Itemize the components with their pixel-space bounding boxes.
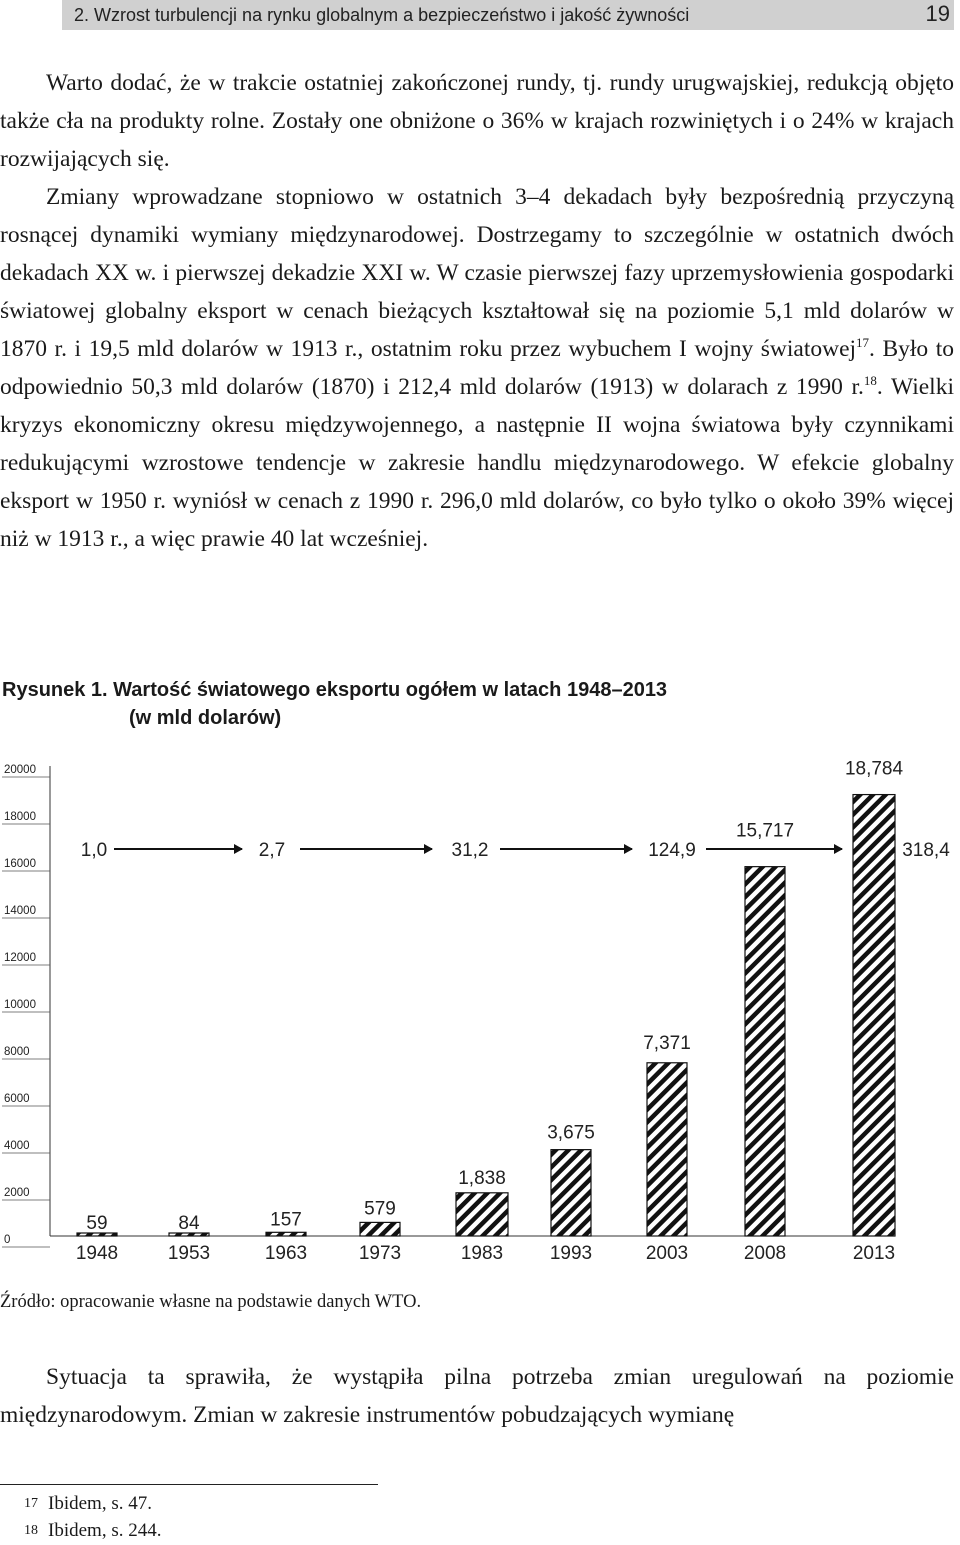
x-tick-label-2003: 2003 <box>645 1243 689 1264</box>
ratio-label: 2,7 <box>258 840 286 861</box>
bar-1963 <box>266 1232 306 1236</box>
x-tick-label-1983: 1983 <box>460 1243 504 1264</box>
figure-caption <box>2 676 902 732</box>
paragraph-2-part-a: Zmiany wprowadzane stopniowo w ostatnich 3–4 dekadach były bezpośrednią przyczyną rosnącej dynamiki wymiany międzynarodowej. Dostrzegamy to szczególnie w ostatnich dwóch dekadach XX w. i pierwszej dekadzie XXI w. W czasie pierwszej fazy uprzemysłowienia gospodarki światowej globalny eksport w cenach bieżących kształtował się na poziomie 5,1 mld dolarów w 1870 r. i 19,5 mld dolarów w 1913 r., ostatnim roku przez wybuchem I wojny światowej <box>0 184 954 362</box>
y-tick-label: 12000 <box>4 952 36 964</box>
footnote-ref-17[interactable]: 17 <box>856 335 870 351</box>
footnote-text: Ibidem, s. 47. <box>48 1493 152 1514</box>
x-tick-label-1973: 1973 <box>358 1243 402 1264</box>
footnote-number: 18 <box>24 1523 38 1538</box>
paragraph-3: Sytuacja ta sprawiła, że wystąpiła pilna potrzeba zmian uregulowań na poziomie międzynarodowym. Zmian w zakresie instrumentów pobudzających wymianę <box>0 1364 954 1428</box>
y-tick-label: 18000 <box>4 811 36 823</box>
x-tick-label-2013: 2013 <box>852 1243 896 1264</box>
figure-caption-line-1: Rysunek 1. Wartość światowego eksportu ogółem w latach 1948–2013 <box>2 679 668 701</box>
footnote-ref-18[interactable]: 18 <box>863 373 877 389</box>
footnote-rule <box>0 1484 378 1485</box>
figure-source: Źródło: opracowanie własne na podstawie danych WTO. <box>0 1292 422 1312</box>
bar-2013 <box>853 795 895 1236</box>
data-label-1948: 59 <box>86 1213 108 1234</box>
paragraph-2-part-b: . Było to odpowiednio 50,3 mld dolarów (1870) i 212,4 mld dolarów (1913) w dolarach z 1990 r. <box>0 336 954 400</box>
footnote-text: Ibidem, s. 244. <box>48 1520 162 1541</box>
bar-1993 <box>551 1150 591 1236</box>
data-label-2003: 7,371 <box>643 1032 691 1054</box>
ratio-label: 318,4 <box>902 840 950 861</box>
paragraph-2-part-c: . Wielki kryzys ekonomiczny okresu międzywojennego, a następnie II wojna światowa były czynnikami redukującymi wzrostowe tendencje w zakresie handlu międzynarodowego. W efekcie globalny eksport w 1950 r. wyniósł w cenach z 1990 r. 296,0 mld dolarów, co było tylko o około 39% więcej niż w 1913 r., a więc prawie 40 lat wcześniej. <box>0 374 954 552</box>
body-text-continued <box>0 1358 954 1434</box>
paragraph-2 <box>0 178 954 558</box>
y-tick-label: 6000 <box>4 1093 30 1105</box>
ratio-label: 1,0 <box>80 840 108 861</box>
x-tick-label-1993: 1993 <box>549 1243 593 1264</box>
paragraph-1: Warto dodać, że w trakcie ostatniej zakończonej rundy, tj. rundy urugwajskiej, redukcją objęto także cła na produkty rolne. Zostały one obniżone o 36% w krajach rozwiniętych i o 24% w krajach rozwijających się. <box>0 70 954 172</box>
y-tick-label: 20000 <box>4 764 36 776</box>
running-header <box>62 0 954 30</box>
footnotes <box>0 1490 161 1544</box>
y-tick-label: 0 <box>4 1234 11 1246</box>
ratio-label: 124,9 <box>648 840 696 861</box>
data-label-1983: 1,838 <box>458 1167 506 1189</box>
data-label-2008: 15,717 <box>735 820 795 842</box>
data-label-1953: 84 <box>178 1213 200 1234</box>
data-label-1973: 579 <box>364 1198 396 1220</box>
x-tick-label-2008: 2008 <box>743 1243 787 1264</box>
bar-2008 <box>745 867 785 1236</box>
x-tick-label-1963: 1963 <box>264 1243 308 1264</box>
footnote-number: 17 <box>24 1496 38 1511</box>
export-bar-chart <box>0 748 960 1288</box>
y-tick-label: 2000 <box>4 1187 30 1199</box>
footnote-17 <box>0 1490 161 1517</box>
data-label-1993: 3,675 <box>547 1122 595 1144</box>
footnote-18 <box>0 1517 161 1544</box>
y-tick-label: 4000 <box>4 1140 30 1152</box>
bar-2003 <box>647 1063 687 1236</box>
data-label-1963: 157 <box>270 1209 302 1231</box>
figure-caption-line-2: (w mld dolarów) <box>129 707 282 729</box>
x-tick-label-1948: 1948 <box>75 1243 119 1264</box>
page-number: 19 <box>925 1 950 26</box>
y-tick-label: 14000 <box>4 905 36 917</box>
ratio-label: 31,2 <box>451 840 489 861</box>
bar-1983 <box>456 1193 508 1236</box>
data-label-2013: 18,784 <box>844 758 904 780</box>
y-tick-label: 10000 <box>4 999 36 1011</box>
body-text <box>0 64 954 558</box>
header-title: 2. Wzrost turbulencji na rynku globalnym a bezpieczeństwo i jakość żywności <box>74 5 690 25</box>
y-tick-label: 8000 <box>4 1046 30 1058</box>
y-tick-label: 16000 <box>4 858 36 870</box>
bar-1973 <box>360 1222 400 1236</box>
x-tick-label-1953: 1953 <box>167 1243 211 1264</box>
